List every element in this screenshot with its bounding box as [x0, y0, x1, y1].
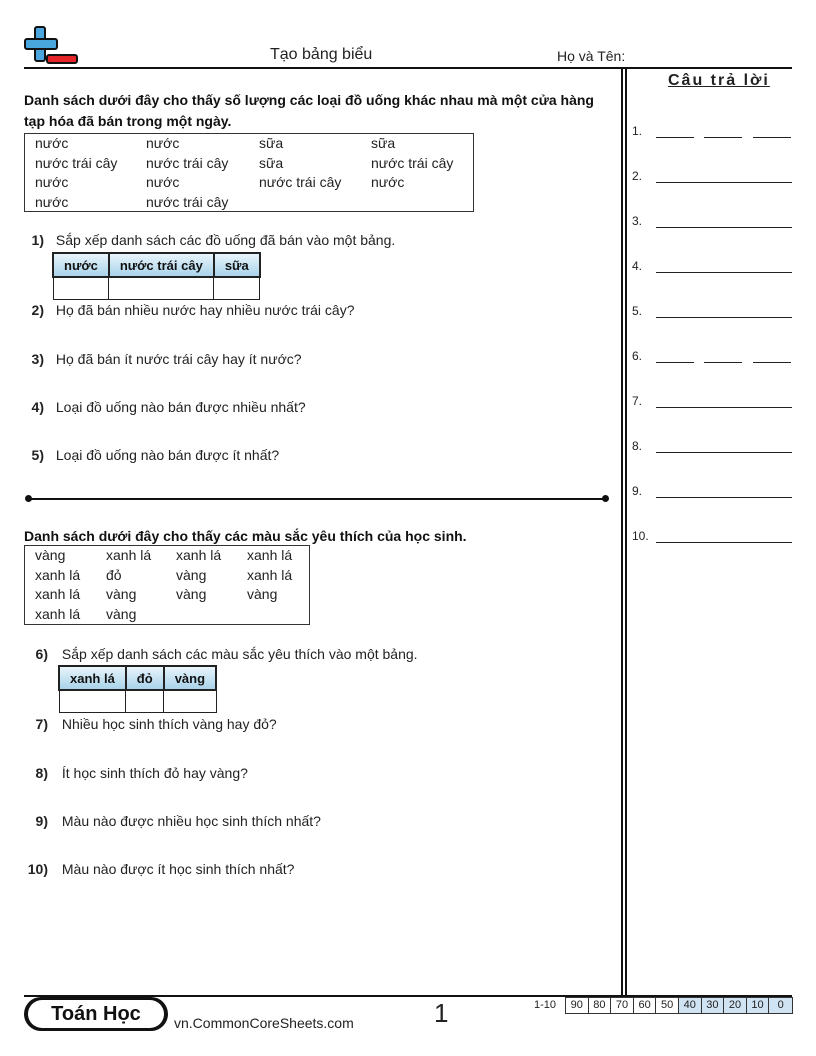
- list-item: xanh lá: [176, 547, 222, 563]
- section-divider: [28, 498, 606, 500]
- list-item: vàng: [247, 586, 278, 602]
- list-item: nước trái cây: [371, 154, 454, 171]
- answer-blank[interactable]: [656, 137, 694, 138]
- tally-cell[interactable]: [164, 690, 216, 712]
- question-5: 5) Loại đồ uống nào bán được ít nhất?: [31, 447, 280, 463]
- section2-word-list: [24, 545, 310, 625]
- answer-number: 2.: [632, 169, 643, 183]
- list-item: nước: [146, 135, 180, 151]
- score-cell: 0: [769, 998, 792, 1013]
- answer-blank[interactable]: [704, 362, 742, 363]
- brand-badge: [24, 997, 168, 1031]
- answer-column-border: [621, 67, 623, 995]
- list-item: xanh lá: [247, 566, 293, 583]
- table-header: nước trái cây: [109, 253, 214, 277]
- list-item: nước trái cây: [146, 154, 229, 171]
- list-item: đỏ: [106, 566, 122, 583]
- score-cell: 70: [611, 998, 634, 1013]
- list-item: vàng: [106, 605, 137, 622]
- score-cell: 40: [679, 998, 702, 1013]
- question-7: 7) Nhiều học sinh thích vàng hay đỏ?: [35, 716, 277, 732]
- answer-blank[interactable]: [753, 137, 791, 138]
- list-item: sữa: [371, 135, 396, 151]
- question-3: 3) Họ đã bán ít nước trái cây hay ít nước?: [31, 351, 302, 367]
- score-range-label: 1-10: [534, 999, 557, 1011]
- question-10: 10) Màu nào được ít học sinh thích nhất?: [27, 861, 295, 877]
- section1-word-list: [24, 133, 474, 212]
- answer-column-border: [625, 67, 627, 995]
- answer-blank[interactable]: [656, 317, 792, 318]
- score-cell: 10: [747, 998, 770, 1013]
- score-cell: 50: [656, 998, 679, 1013]
- list-item: nước: [35, 193, 69, 210]
- list-item: xanh lá: [35, 605, 81, 622]
- tally-cell[interactable]: [126, 690, 164, 712]
- table-header: xanh lá: [59, 666, 126, 690]
- divider-dot: [25, 495, 32, 502]
- answer-number: 7.: [632, 394, 643, 408]
- table-header: nước: [53, 253, 109, 277]
- answer-blank[interactable]: [704, 137, 742, 138]
- list-item: nước: [35, 174, 69, 190]
- answer-number: 1.: [632, 124, 643, 138]
- answer-blank[interactable]: [656, 452, 792, 453]
- list-item: sữa: [259, 154, 284, 171]
- divider-dot: [602, 495, 609, 502]
- site-url: vn.CommonCoreSheets.com: [174, 1015, 354, 1031]
- score-cell: 30: [702, 998, 725, 1013]
- list-item: xanh lá: [106, 547, 152, 563]
- answer-blank[interactable]: [656, 182, 792, 183]
- tally-cell[interactable]: [53, 277, 109, 299]
- score-cell: 60: [634, 998, 657, 1013]
- answer-number: 6.: [632, 349, 643, 363]
- tally-cell[interactable]: [109, 277, 214, 299]
- score-cell: 90: [566, 998, 589, 1013]
- section1-tally-table: [52, 252, 261, 300]
- question-8: 8) Ít học sinh thích đỏ hay vàng?: [35, 765, 248, 781]
- table-header: đỏ: [126, 666, 164, 690]
- answer-number: 3.: [632, 214, 643, 228]
- answer-blank[interactable]: [656, 542, 792, 543]
- question-2: 2) Họ đã bán nhiều nước hay nhiều nước trái cây?: [31, 302, 355, 318]
- question-9: 9) Màu nào được nhiều học sinh thích nhất?: [35, 813, 321, 829]
- score-cell: 80: [589, 998, 612, 1013]
- list-item: nước: [371, 174, 405, 190]
- section1-intro: Danh sách dưới đây cho thấy số lượng các loại đồ uống khác nhau mà một cửa hàng tạp hóa đã bán trong một ngày.: [24, 92, 594, 129]
- answer-key-title: Câu trả lời: [668, 72, 770, 89]
- answer-blank[interactable]: [656, 272, 792, 273]
- answer-number: 4.: [632, 259, 643, 273]
- list-item: sữa: [259, 135, 284, 151]
- page-number: 1: [434, 998, 449, 1028]
- list-item: vàng: [176, 566, 207, 583]
- tally-cell[interactable]: [214, 277, 260, 299]
- answer-number: 9.: [632, 484, 643, 498]
- list-item: nước: [146, 174, 180, 190]
- list-item: xanh lá: [35, 586, 81, 602]
- answer-blank[interactable]: [656, 362, 694, 363]
- tally-cell[interactable]: [59, 690, 126, 712]
- list-item: nước trái cây: [35, 154, 118, 171]
- brand-label: Toán Học: [28, 1000, 164, 1028]
- score-table: [565, 997, 793, 1014]
- list-item: vàng: [106, 586, 137, 602]
- logo-icon: [24, 24, 80, 68]
- question-6: 6) Sắp xếp danh sách các màu sắc yêu thích vào một bảng.: [35, 646, 418, 662]
- list-item: nước: [35, 135, 69, 151]
- answer-blank[interactable]: [656, 407, 792, 408]
- answer-number: 5.: [632, 304, 643, 318]
- answer-blank[interactable]: [656, 497, 792, 498]
- worksheet-title: Tạo bảng biểu: [270, 46, 373, 63]
- section2-intro: Danh sách dưới đây cho thấy các màu sắc yêu thích của học sinh.: [24, 528, 467, 544]
- list-item: nước trái cây: [146, 193, 229, 210]
- score-cell: 20: [724, 998, 747, 1013]
- table-header: sữa: [214, 253, 260, 277]
- answer-number: 8.: [632, 439, 643, 453]
- list-item: xanh lá: [35, 566, 81, 583]
- question-4: 4) Loại đồ uống nào bán được nhiều nhất?: [31, 399, 306, 415]
- table-header: vàng: [164, 666, 216, 690]
- list-item: xanh lá: [247, 547, 293, 563]
- section2-tally-table: [58, 665, 217, 713]
- answer-number: 10.: [632, 529, 649, 543]
- list-item: nước trái cây: [259, 174, 342, 190]
- list-item: vàng: [35, 547, 66, 563]
- answer-blank[interactable]: [753, 362, 791, 363]
- list-item: vàng: [176, 586, 207, 602]
- name-label: Họ và Tên:: [557, 48, 626, 64]
- question-1: 1) Sắp xếp danh sách các đồ uống đã bán vào một bảng.: [31, 232, 396, 248]
- header-divider: [24, 67, 792, 69]
- answer-blank[interactable]: [656, 227, 792, 228]
